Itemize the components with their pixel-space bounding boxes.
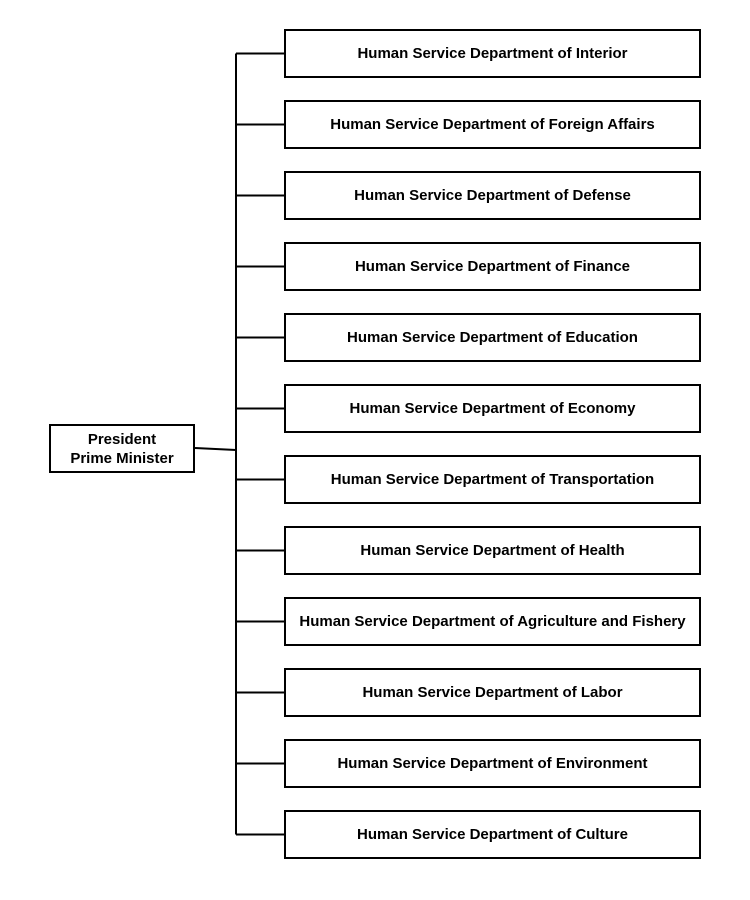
department-box [284, 242, 701, 291]
department-box [284, 810, 701, 859]
department-label: Human Service Department of Finance [354, 258, 631, 275]
department-label: Human Service Department of Agriculture and Fishery [299, 613, 686, 630]
department-label: Human Service Department of Environment [337, 755, 648, 772]
department-label: Human Service Department of Labor [362, 684, 623, 701]
root-node [49, 424, 195, 473]
root-title-president: President [87, 430, 157, 448]
department-label: Human Service Department of Education [347, 329, 638, 346]
department-label: Human Service Department of Health [360, 542, 625, 559]
department-label: Human Service Department of Foreign Affairs [330, 116, 655, 133]
department-label: Human Service Department of Interior [357, 45, 628, 62]
department-box [284, 171, 701, 220]
department-box [284, 455, 701, 504]
department-label: Human Service Department of Defense [354, 187, 631, 204]
department-box [284, 100, 701, 149]
department-box [284, 668, 701, 717]
department-box [284, 29, 701, 78]
department-label: Human Service Department of Economy [349, 400, 636, 417]
department-label: Human Service Department of Culture [357, 826, 628, 843]
department-box [284, 597, 701, 646]
root-title-prime-minister: Prime Minister [70, 449, 174, 467]
department-label: Human Service Department of Transportation [330, 471, 655, 488]
root-connector [195, 448, 236, 450]
department-box [284, 739, 701, 788]
department-box [284, 384, 701, 433]
department-box [284, 526, 701, 575]
department-box [284, 313, 701, 362]
